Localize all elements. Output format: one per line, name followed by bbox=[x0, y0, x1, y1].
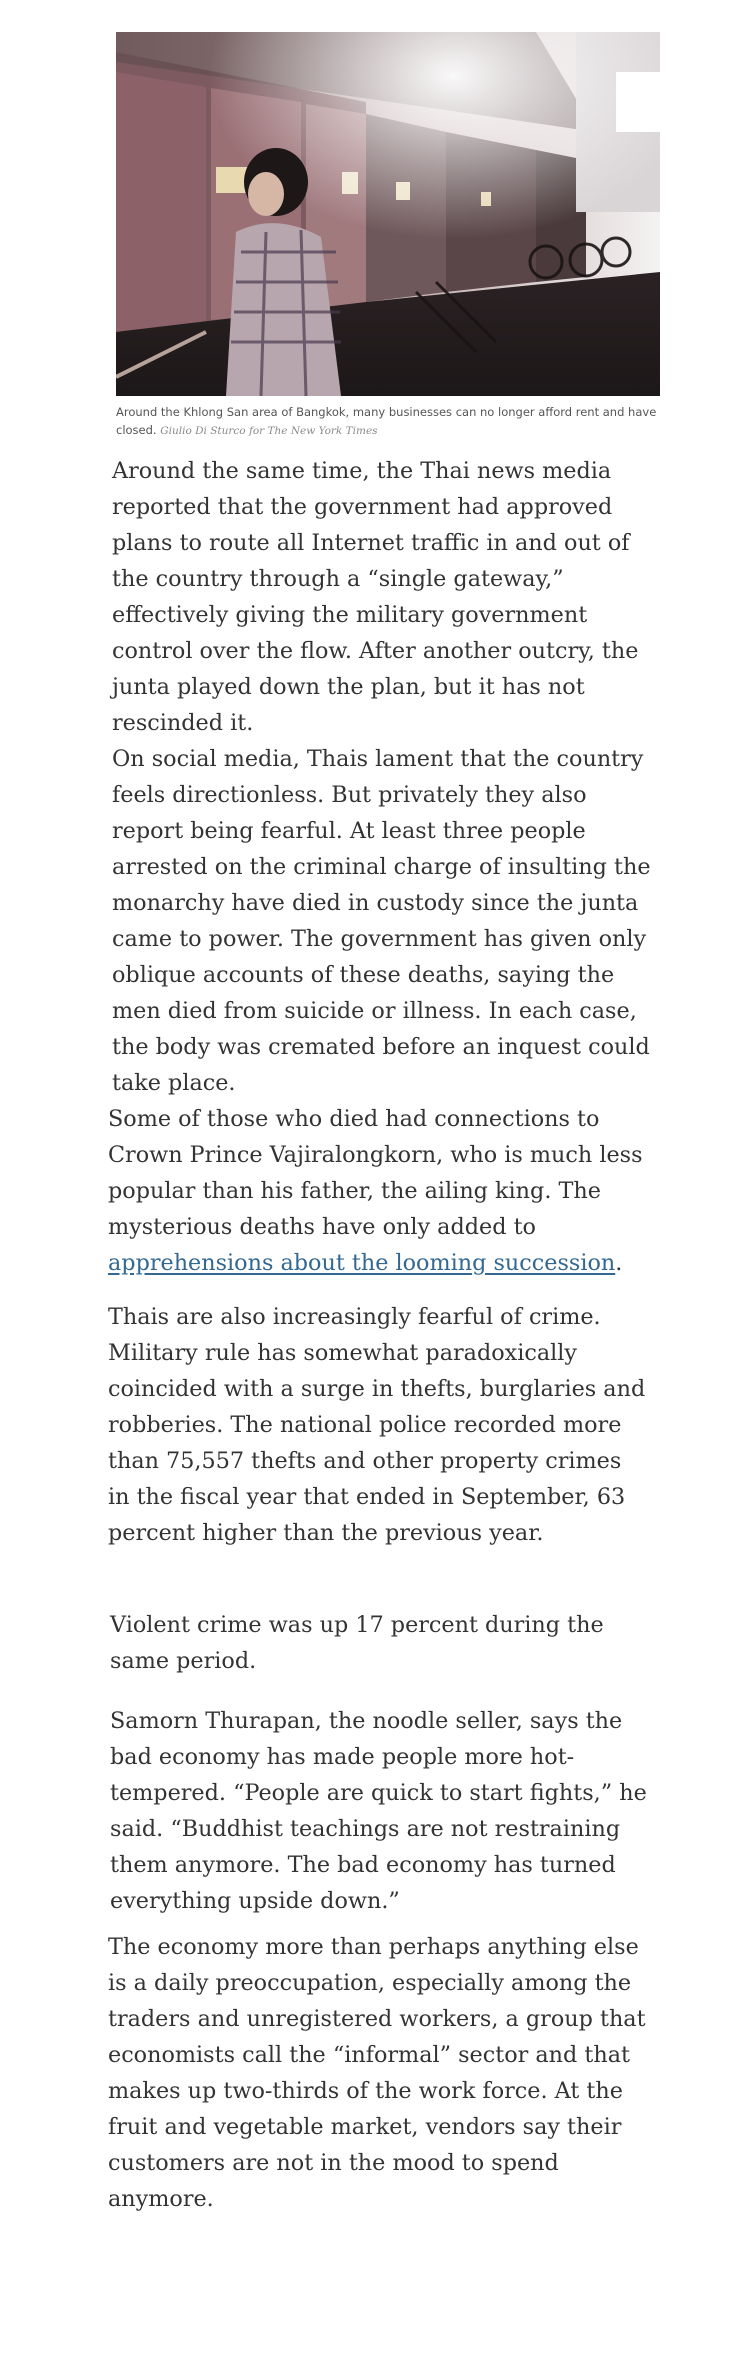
street-scene-image bbox=[116, 32, 660, 396]
caption-text: Around the Khlong San area of Bangkok, many businesses can no longer afford rent and have closed. bbox=[116, 405, 657, 437]
article-paragraph-2: On social media, Thais lament that the country feels directionless. But privately they also report being fearful. At least three people arrested on the criminal charge of insulting the monarchy have died in custody since the junta came to power. The government has given only oblique accounts of these deaths, saying the men died from suicide or illness. In each case, the body was cremated before an inquest could take place. bbox=[112, 746, 651, 1096]
article-paragraph-7: The economy more than perhaps anything else is a daily preoccupation, especially among the traders and unregistered workers, a group that economists call the “informal” sector and that makes up two-thirds of the work force. At the fruit and vegetable market, vendors say their customers are not in the mood to spend anymore. bbox=[108, 1934, 646, 2212]
article-paragraph-4: Thais are also increasingly fearful of crime. Military rule has somewhat paradoxically coincided with a surge in thefts, burglaries and robberies. The national police recorded more than 75,557 thefts and other property crimes in the fiscal year that ended in September, 63 percent higher than the previous year. bbox=[108, 1304, 646, 1546]
article-paragraph-3 bbox=[108, 1101, 648, 1281]
photo-caption bbox=[116, 403, 676, 440]
paragraph-3-end: . bbox=[615, 1250, 623, 1276]
paragraph-3-text: Some of those who died had connections to Crown Prince Vajiralongkorn, who is much less popular than his father, the ailing king. The mysterious deaths have only added to bbox=[108, 1106, 643, 1240]
article-photo bbox=[116, 32, 660, 396]
article-paragraph-5: Violent crime was up 17 percent during the same period. bbox=[110, 1612, 604, 1674]
photo-credit: Giulio Di Sturco for The New York Times bbox=[160, 425, 378, 437]
article-paragraph-1: Around the same time, the Thai news media reported that the government had approved plans to route all Internet traffic in and out of the country through a “single gateway,” effectively giving the military government control over the flow. After another outcry, the junta played down the plan, but it has not rescinded it. bbox=[112, 458, 639, 736]
article-paragraph-6: Samorn Thurapan, the noodle seller, says the bad economy has made people more hot-tempered. “People are quick to start fights,” he said. “Buddhist teachings are not restraining them anymore. The bad economy has turned everything upside down.” bbox=[110, 1708, 647, 1914]
succession-link[interactable]: apprehensions about the looming succession bbox=[108, 1250, 616, 1276]
